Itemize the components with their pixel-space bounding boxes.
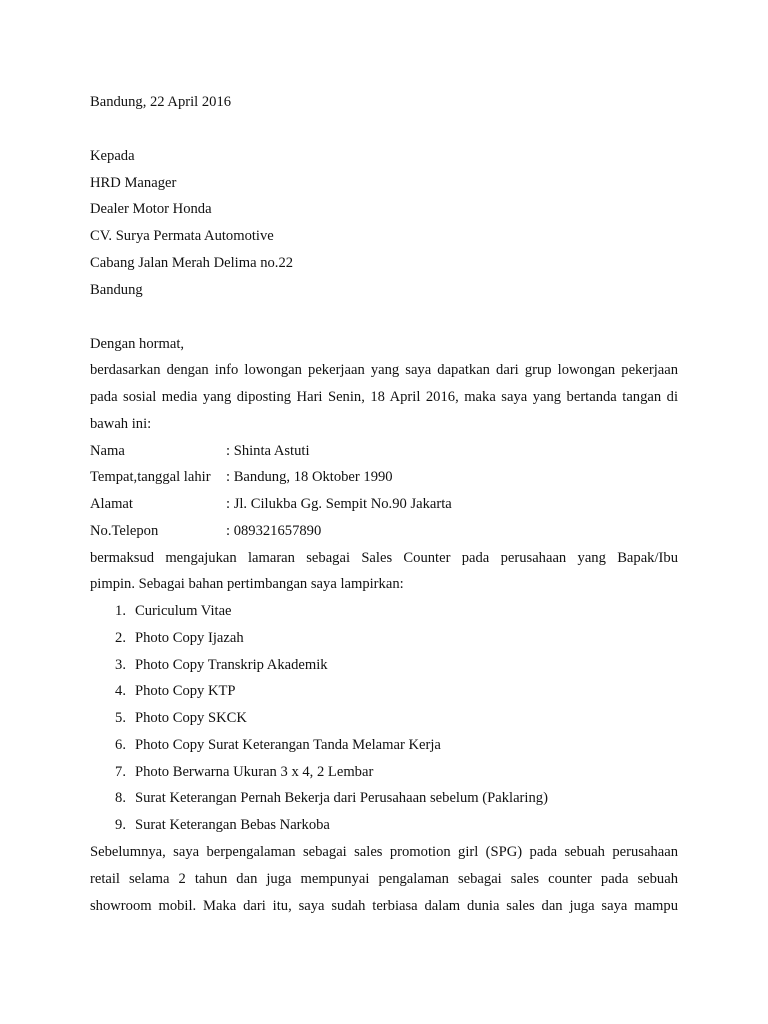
intro-line: berdasarkan dengan info lowongan pekerjaan yang saya dapatkan dari grup lowongan pekerjaan (90, 362, 678, 378)
intro-line: bawah ini: (90, 416, 152, 432)
list-item: Photo Berwarna Ukuran 3 x 4, 2 Lembar (135, 764, 374, 780)
list-number: 2. (115, 630, 126, 646)
intro-line: pada sosial media yang diposting Hari Senin, 18 April 2016, maka saya yang bertanda tangan di (90, 389, 678, 405)
recipient-line: Bandung (90, 282, 143, 298)
list-number: 6. (115, 737, 126, 753)
list-item: Photo Copy Transkrip Akademik (135, 657, 328, 673)
field-label: Alamat (90, 496, 133, 512)
list-item: Photo Copy Ijazah (135, 630, 244, 646)
experience-line: showroom mobil. Maka dari itu, saya sudah terbiasa dalam dunia sales dan juga saya mampu (90, 898, 678, 914)
list-number: 4. (115, 683, 126, 699)
list-item: Photo Copy SKCK (135, 710, 247, 726)
field-label: Nama (90, 443, 125, 459)
purpose-line: pimpin. Sebagai bahan pertimbangan saya lampirkan: (90, 576, 404, 592)
date-line: Bandung, 22 April 2016 (90, 94, 232, 110)
recipient-line: Dealer Motor Honda (90, 201, 212, 217)
experience-line: Sebelumnya, saya berpengalaman sebagai sales promotion girl (SPG) pada sebuah perusahaan (90, 844, 678, 860)
salutation: Dengan hormat, (90, 336, 185, 352)
purpose-line: bermaksud mengajukan lamaran sebagai Sales Counter pada perusahaan yang Bapak/Ibu (90, 550, 678, 566)
list-item: Curiculum Vitae (135, 603, 232, 619)
field-value: : Jl. Cilukba Gg. Sempit No.90 Jakarta (226, 496, 452, 512)
recipient-line: HRD Manager (90, 175, 177, 191)
field-label: Tempat,tanggal lahir (90, 469, 211, 485)
list-item: Photo Copy KTP (135, 683, 236, 699)
recipient-line: Kepada (90, 148, 135, 164)
recipient-line: CV. Surya Permata Automotive (90, 228, 274, 244)
list-item: Surat Keterangan Pernah Bekerja dari Perusahaan sebelum (Paklaring) (135, 790, 548, 806)
field-value: : 089321657890 (226, 523, 322, 539)
field-value: : Bandung, 18 Oktober 1990 (226, 469, 393, 485)
list-number: 9. (115, 817, 126, 833)
list-number: 7. (115, 764, 126, 780)
list-number: 5. (115, 710, 126, 726)
list-number: 3. (115, 657, 126, 673)
field-value: : Shinta Astuti (226, 443, 310, 459)
experience-line: retail selama 2 tahun dan juga mempunyai pengalaman sebagai sales counter pada sebuah (90, 871, 678, 887)
recipient-line: Cabang Jalan Merah Delima no.22 (90, 255, 294, 271)
list-item: Surat Keterangan Bebas Narkoba (135, 817, 330, 833)
list-number: 1. (115, 603, 126, 619)
list-number: 8. (115, 790, 126, 806)
field-label: No.Telepon (90, 523, 159, 539)
list-item: Photo Copy Surat Keterangan Tanda Melamar Kerja (135, 737, 441, 753)
